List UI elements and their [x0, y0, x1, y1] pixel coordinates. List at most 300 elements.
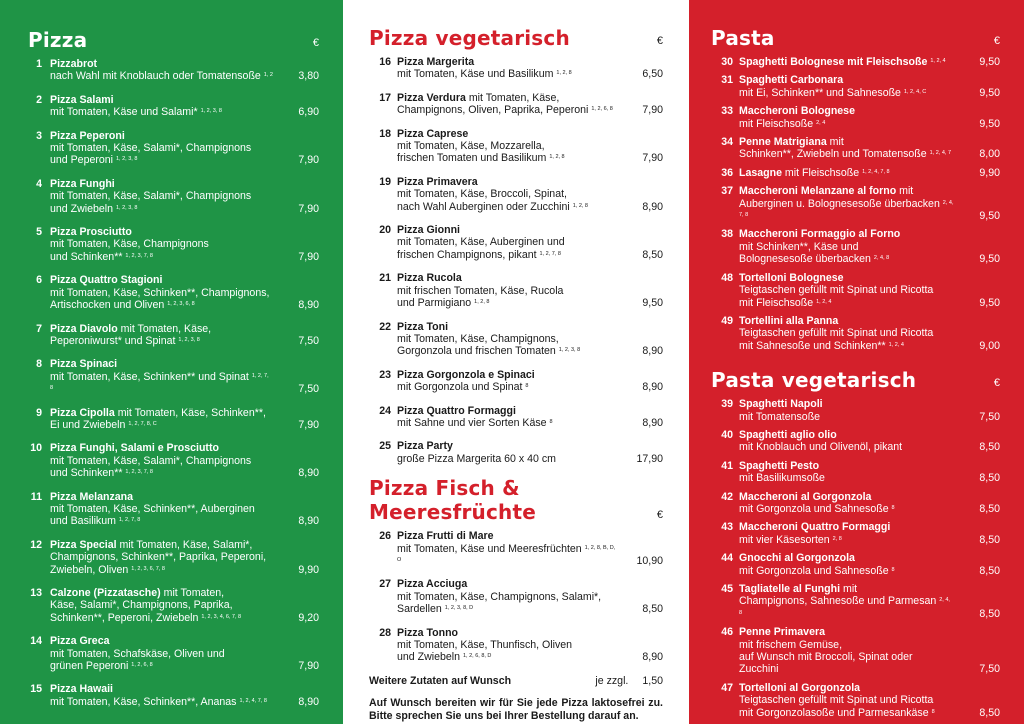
item-number: 38 [721, 228, 733, 241]
item-number: 40 [721, 428, 733, 441]
item-name: Maccheroni al Gorgonzola [739, 490, 872, 503]
item-number: 12 [30, 538, 42, 551]
item-line [397, 104, 617, 116]
pasta-veg-list [711, 398, 1000, 719]
item-line [397, 152, 617, 164]
item-name: Pizza Funghi [50, 177, 115, 190]
item-line [739, 136, 954, 148]
item-name: Maccheroni Formaggio al Forno [739, 228, 901, 241]
item-line [50, 335, 273, 347]
menu-item [711, 682, 1000, 719]
item-line [50, 238, 273, 250]
item-price: 7,90 [298, 250, 319, 263]
item-line [739, 118, 954, 130]
item-line [739, 534, 954, 546]
allergen-codes: 1, 2, 3, 8 [115, 156, 138, 163]
item-price: 8,50 [979, 607, 1000, 620]
item-name: Pizza Primavera [397, 175, 478, 188]
item-line [397, 381, 617, 393]
item-name: Tortelloni al Gorgonzola [739, 681, 861, 694]
menu-item [711, 583, 1000, 620]
item-name: Spaghetti Bolognese mit Fleischsoße [739, 56, 928, 68]
item-text: mit Tomaten, Käse und Basilikum [397, 68, 554, 81]
item-text: mit Tomatensoße [739, 410, 821, 423]
item-line [397, 369, 617, 381]
item-line [739, 241, 954, 253]
item-number: 9 [36, 406, 42, 419]
menu-item [369, 224, 663, 261]
item-text: mit Gorgonzola und Sahnesoße [739, 502, 889, 515]
item-line [50, 515, 273, 527]
item-line [739, 583, 954, 595]
item-text: große Pizza Margerita 60 x 40 cm [397, 452, 556, 465]
item-line [397, 651, 617, 663]
currency-label: € [656, 509, 663, 522]
item-text: Zwiebeln, Oliven [50, 563, 129, 576]
item-price: 9,50 [979, 86, 1000, 99]
item-line [397, 333, 617, 345]
allergen-codes: 8 [525, 383, 529, 390]
item-text: mit [896, 185, 914, 198]
item-line [50, 660, 273, 672]
item-price: 8,90 [298, 299, 319, 312]
item-number: 27 [379, 578, 391, 591]
item-line [739, 284, 954, 296]
item-line [739, 297, 954, 309]
item-text: und Zwiebeln [50, 202, 114, 215]
item-text: mit Tomaten, Käse, [117, 322, 212, 335]
item-line [50, 287, 273, 299]
item-number: 5 [36, 226, 42, 239]
menu-item [28, 442, 319, 479]
item-text: mit Fleischsoße [739, 117, 814, 130]
item-line [50, 203, 273, 215]
item-line [50, 358, 273, 370]
item-price: 7,90 [298, 418, 319, 431]
menu-item [711, 56, 1000, 68]
item-text: Bolognesesoße überbacken [739, 253, 871, 266]
item-number: 41 [721, 459, 733, 472]
menu-item [711, 136, 1000, 161]
lactose-note: Auf Wunsch bereiten wir für Sie jede Pizza laktosefrei zu. Bitte sprechen Sie uns bei Ihrer Bestellung darauf an. [369, 696, 663, 722]
item-number: 7 [36, 322, 42, 335]
item-price: 8,90 [642, 345, 663, 358]
item-name: Pizza Quattro Stagioni [50, 274, 163, 287]
item-text: und Schinken** [50, 250, 123, 263]
menu-item [369, 369, 663, 394]
pizza-list [28, 58, 319, 708]
item-price: 9,20 [298, 611, 319, 624]
item-text: mit [826, 136, 844, 149]
allergen-codes: 1, 2, 3, 6, 8 [167, 301, 195, 308]
item-price: 9,50 [979, 117, 1000, 130]
item-name: Pizza Salami [50, 93, 114, 106]
item-price: 9,50 [979, 253, 1000, 266]
item-name: Gnocchi al Gorgonzola [739, 552, 855, 565]
item-name: Maccheroni Quattro Formaggi [739, 521, 891, 534]
item-text: mit Tomaten, Käse, Champignons, Salami*, [397, 590, 602, 603]
item-text: Schinken**, Zwiebeln und Tomatensoße [739, 148, 927, 161]
allergen-codes: 1, 2, 7, 8, C [128, 420, 157, 427]
item-number: 22 [379, 320, 391, 333]
item-line [397, 603, 617, 615]
item-line [397, 591, 617, 603]
item-line [50, 648, 273, 660]
item-text: und Peperoni [50, 154, 114, 167]
allergen-codes: 2, 4 [816, 119, 826, 126]
extra-toppings-je: je zzgl. [595, 674, 629, 687]
allergen-codes: 2, 8 [832, 535, 842, 542]
item-line [50, 612, 273, 624]
item-name: Pizza Toni [397, 320, 449, 333]
allergen-codes: 1, 2, 4, C [903, 88, 927, 95]
allergen-codes: 1, 2, 4, 7, 8 [862, 168, 890, 175]
menu-item [369, 440, 663, 465]
item-number: 26 [379, 530, 391, 543]
item-price: 8,50 [642, 248, 663, 261]
allergen-codes: 1, 2, 3, 7, 8 [125, 469, 153, 476]
menu-item [369, 405, 663, 430]
item-number: 18 [379, 127, 391, 140]
extra-toppings-price: 1,50 [642, 674, 663, 687]
item-name: Pizza Melanzana [50, 490, 134, 503]
item-line [397, 68, 617, 80]
item-line [50, 503, 273, 515]
menu-item [28, 178, 319, 215]
item-number: 46 [721, 626, 733, 639]
item-number: 10 [30, 442, 42, 455]
menu-item [711, 398, 1000, 423]
item-line [397, 285, 617, 297]
allergen-codes: 1, 2, 3, 8 [178, 336, 200, 343]
menu-item [711, 167, 1000, 179]
item-number: 19 [379, 175, 391, 188]
item-line [739, 595, 954, 620]
item-name: Pizza Funghi, Salami e Prosciutto [50, 442, 219, 455]
item-line [397, 92, 617, 104]
item-name: Pizza Gorgonzola e Spinaci [397, 368, 535, 381]
item-line [50, 419, 273, 431]
item-name: Pizza Gionni [397, 224, 460, 237]
menu-item [369, 530, 663, 567]
allergen-codes: 8 [931, 708, 935, 715]
item-text: Teigtaschen gefüllt mit Spinat und Ricotta [739, 694, 934, 707]
item-line [397, 188, 617, 200]
item-price: 7,50 [298, 334, 319, 347]
item-name: Tortellini alla Panna [739, 314, 839, 327]
item-line [397, 140, 617, 152]
item-text: Gorgonzola und frischen Tomaten [397, 345, 556, 358]
pasta-column [689, 0, 1024, 724]
pasta-header [711, 26, 1000, 50]
item-number: 42 [721, 490, 733, 503]
item-line [50, 564, 273, 576]
item-number: 36 [721, 166, 733, 179]
item-line [50, 587, 273, 599]
item-text: mit Tomaten, Käse, Auberginen und [397, 236, 565, 249]
item-text: Peperoniwurst* und Spinat [50, 334, 176, 347]
allergen-codes: 1, 2, 3, 8, D [444, 605, 474, 612]
menu-item [369, 272, 663, 309]
allergen-codes: 8 [891, 504, 895, 511]
menu-item [711, 315, 1000, 352]
item-name: Pizza Hawaii [50, 683, 113, 696]
item-line [50, 299, 273, 311]
item-line [50, 683, 273, 695]
item-line [739, 340, 954, 352]
item-line [50, 635, 273, 647]
menu-item [28, 539, 319, 576]
item-text: mit Tomaten, Käse, Mozzarella, [397, 140, 545, 153]
item-line [50, 190, 273, 202]
allergen-codes: 1, 2, 3, 8 [558, 347, 581, 354]
pasta-list [711, 56, 1000, 352]
item-price: 8,90 [642, 381, 663, 394]
item-line [50, 467, 273, 479]
allergen-codes: 1, 2, 6, 8 [131, 662, 153, 669]
item-text: mit Tomaten, Käse, Champignons [50, 238, 209, 251]
item-text: mit Tomaten, Käse, Broccoli, Spinat, [397, 188, 567, 201]
item-name: Maccheroni Melanzane al forno [739, 185, 897, 198]
item-name: Spaghetti Pesto [739, 459, 820, 472]
item-name: Pizza Diavolo [50, 322, 118, 335]
item-line [739, 167, 954, 179]
allergen-codes: 1, 2, 4 [930, 58, 946, 64]
item-line [397, 627, 617, 639]
allergen-codes: 1, 2, 3, 8 [200, 108, 222, 115]
item-price: 7,50 [979, 410, 1000, 423]
item-name: Pizza Margerita [397, 56, 475, 68]
item-text: mit Tomaten, Käse, Schinken**, Auberginen [50, 502, 255, 515]
item-number: 11 [30, 490, 42, 503]
item-line [739, 682, 954, 694]
item-line [50, 251, 273, 263]
item-price: 8,90 [642, 200, 663, 213]
item-line [50, 154, 273, 166]
allergen-codes: 2, 4, 8 [739, 597, 950, 616]
item-name: Maccheroni Bolognese [739, 105, 855, 118]
allergen-codes: 1, 2 [263, 72, 273, 79]
allergen-codes: 1, 2, 4, 7, 8 [239, 697, 267, 704]
item-text: Champignons, Schinken**, Paprika, Peperoni, [50, 551, 267, 564]
item-text: mit [840, 583, 858, 595]
item-price: 8,00 [979, 148, 1000, 161]
item-text: Champignons, Oliven, Paprika, Peperoni [397, 104, 589, 117]
item-name: Pizza Party [397, 440, 453, 453]
item-name: Pizza Quattro Formaggi [397, 404, 516, 417]
item-price: 8,50 [979, 564, 1000, 577]
item-line [397, 224, 617, 236]
allergen-codes: 1, 2, 6, 8, D [462, 653, 492, 660]
item-line [739, 460, 954, 472]
item-text: mit Ei, Schinken** und Sahnesoße [739, 86, 901, 99]
item-name: Pizza Peperoni [50, 129, 125, 142]
item-line [739, 565, 954, 577]
menu-item [711, 272, 1000, 309]
menu-item [28, 58, 319, 83]
menu-item [369, 321, 663, 358]
item-number: 17 [379, 91, 391, 104]
item-price: 7,90 [642, 152, 663, 165]
fish-title: Pizza Fisch & Meeresfrüchte [369, 476, 536, 525]
item-line [739, 491, 954, 503]
item-name: Pizza Frutti di Mare [397, 530, 494, 543]
allergen-codes: 1, 2, 8 [556, 70, 572, 77]
item-line [50, 455, 273, 467]
item-price: 7,90 [298, 154, 319, 167]
item-line [739, 198, 954, 223]
allergen-codes: 8 [891, 566, 895, 573]
item-name: Pizza Tonno [397, 626, 459, 639]
menu-item [28, 407, 319, 432]
item-name: Pizza Spinaci [50, 358, 118, 371]
item-name: Tortelloni Bolognese [739, 271, 844, 284]
allergen-codes: 1, 2, 3, 8 [115, 204, 138, 211]
item-text: mit vier Käsesorten [739, 533, 830, 546]
item-line [50, 696, 273, 708]
allergen-codes: 1, 2, 7, 8 [118, 517, 141, 524]
menu-item [28, 358, 319, 395]
item-text: mit Tomaten, [160, 587, 225, 599]
item-text: mit frischen Tomaten, Käse, Rucola [397, 284, 564, 297]
item-line [397, 272, 617, 284]
menu-item [28, 130, 319, 167]
item-name: Pizza Caprese [397, 127, 469, 140]
item-text: Schinken**, Peperoni, Zwiebeln [50, 611, 199, 624]
item-number: 24 [379, 404, 391, 417]
item-name: Penne Primavera [739, 626, 825, 639]
item-text: mit Tomaten, Käse, Schinken**, [114, 406, 266, 419]
item-text: Auberginen u. Bolognesesoße überbacken [739, 197, 940, 210]
veg-header [369, 26, 663, 50]
item-text: Champignons, Sahnesoße und Parmesan [739, 595, 937, 608]
item-line [739, 327, 954, 339]
item-text: mit Tomaten, Käse, Schinken** und Spinat [50, 370, 249, 383]
menu-item [711, 521, 1000, 546]
item-price: 9,90 [298, 563, 319, 576]
item-line [50, 130, 273, 142]
menu-item [711, 228, 1000, 265]
item-text: Teigtaschen gefüllt mit Spinat und Ricotta [739, 284, 934, 297]
item-text: mit Gorgonzolasoße und Parmesankäse [739, 706, 929, 719]
menu-item [369, 578, 663, 615]
item-text: Ei und Zwiebeln [50, 418, 126, 431]
item-line [739, 503, 954, 515]
item-line [739, 228, 954, 240]
item-name: Pizza Rucola [397, 272, 462, 285]
menu-item [28, 491, 319, 528]
item-number: 31 [721, 74, 733, 87]
item-price: 8,90 [642, 416, 663, 429]
item-line [397, 56, 617, 68]
item-number: 48 [721, 271, 733, 284]
currency-label: € [312, 37, 319, 49]
menu-item [711, 429, 1000, 454]
allergen-codes: 1, 2, 8, B, D, O [397, 544, 616, 563]
vegetarian-column [343, 0, 689, 724]
item-text: mit frischem Gemüse, [739, 638, 843, 651]
allergen-codes: 2, 4, 8 [873, 255, 890, 262]
item-line [739, 626, 954, 638]
menu-item [28, 226, 319, 263]
item-line [397, 297, 617, 309]
item-text: mit Basilikumsoße [739, 472, 825, 485]
item-text: mit Tomaten, Käse, Thunfisch, Oliven [397, 639, 573, 651]
menu-item [711, 552, 1000, 577]
item-price: 8,50 [979, 502, 1000, 515]
item-line [50, 274, 273, 286]
item-line [50, 58, 273, 70]
item-price: 9,50 [979, 210, 1000, 223]
allergen-codes: 1, 2, 8 [549, 154, 565, 161]
item-price: 17,90 [636, 452, 663, 465]
item-text: mit Tomaten, Käse, Schinken**, Ananas [50, 695, 237, 708]
item-line [50, 178, 273, 190]
item-text: mit Tomaten, Käse und Salami* [50, 106, 198, 119]
menu-item [711, 74, 1000, 99]
allergen-codes: 1, 2, 4, 7 [929, 150, 952, 157]
item-line [397, 639, 617, 651]
currency-label: € [656, 35, 663, 47]
item-name: Spaghetti Napoli [739, 398, 823, 411]
menu-item [711, 105, 1000, 130]
allergen-codes: 1, 2, 3, 7, 8 [125, 252, 153, 259]
item-price: 7,90 [642, 104, 663, 117]
item-number: 1 [36, 58, 42, 70]
item-price: 9,50 [642, 297, 663, 310]
pasta-veg-title: Pasta vegetarisch [711, 368, 917, 393]
item-name: Lasagne [739, 166, 782, 179]
item-line [397, 128, 617, 140]
item-line [50, 371, 273, 396]
item-number: 20 [379, 224, 391, 237]
item-line [50, 226, 273, 238]
item-name: Pizza Prosciutto [50, 226, 132, 239]
item-line [739, 694, 954, 706]
item-text: und Schinken** [50, 467, 123, 480]
menu-item [28, 323, 319, 348]
item-number: 3 [36, 129, 42, 142]
item-line [397, 417, 617, 429]
item-price: 9,50 [979, 56, 1000, 68]
item-number: 45 [721, 583, 733, 595]
item-price: 9,00 [979, 339, 1000, 352]
item-name: Pizzabrot [50, 58, 98, 70]
item-line [739, 74, 954, 86]
item-text: Sardellen [397, 603, 442, 616]
item-line [50, 442, 273, 454]
item-name: Tagliatelle al Funghi [739, 583, 841, 595]
item-number: 15 [30, 683, 42, 696]
item-text: mit Sahne und vier Sorten Käse [397, 416, 547, 429]
item-line [50, 106, 273, 118]
menu-item [369, 92, 663, 117]
item-name: Penne Matrigiana [739, 136, 827, 149]
item-name: Pizza Cipolla [50, 406, 115, 419]
item-number: 6 [36, 274, 42, 287]
item-text: mit Tomaten, Käse, Champignons, [397, 332, 559, 345]
allergen-codes: 1, 2, 7, 8 [539, 250, 561, 257]
item-text: und Basilikum [50, 515, 116, 528]
item-price: 9,90 [979, 166, 1000, 179]
item-text: mit Tomaten, Käse und Meeresfrüchten [397, 542, 582, 555]
menu-item [369, 128, 663, 165]
item-number: 23 [379, 368, 391, 381]
item-text: mit Tomaten, Käse, Salami*, Champignons [50, 142, 252, 155]
item-price: 8,90 [642, 651, 663, 664]
menu-item [28, 94, 319, 119]
item-text: mit Gorgonzola und Spinat [397, 381, 523, 394]
